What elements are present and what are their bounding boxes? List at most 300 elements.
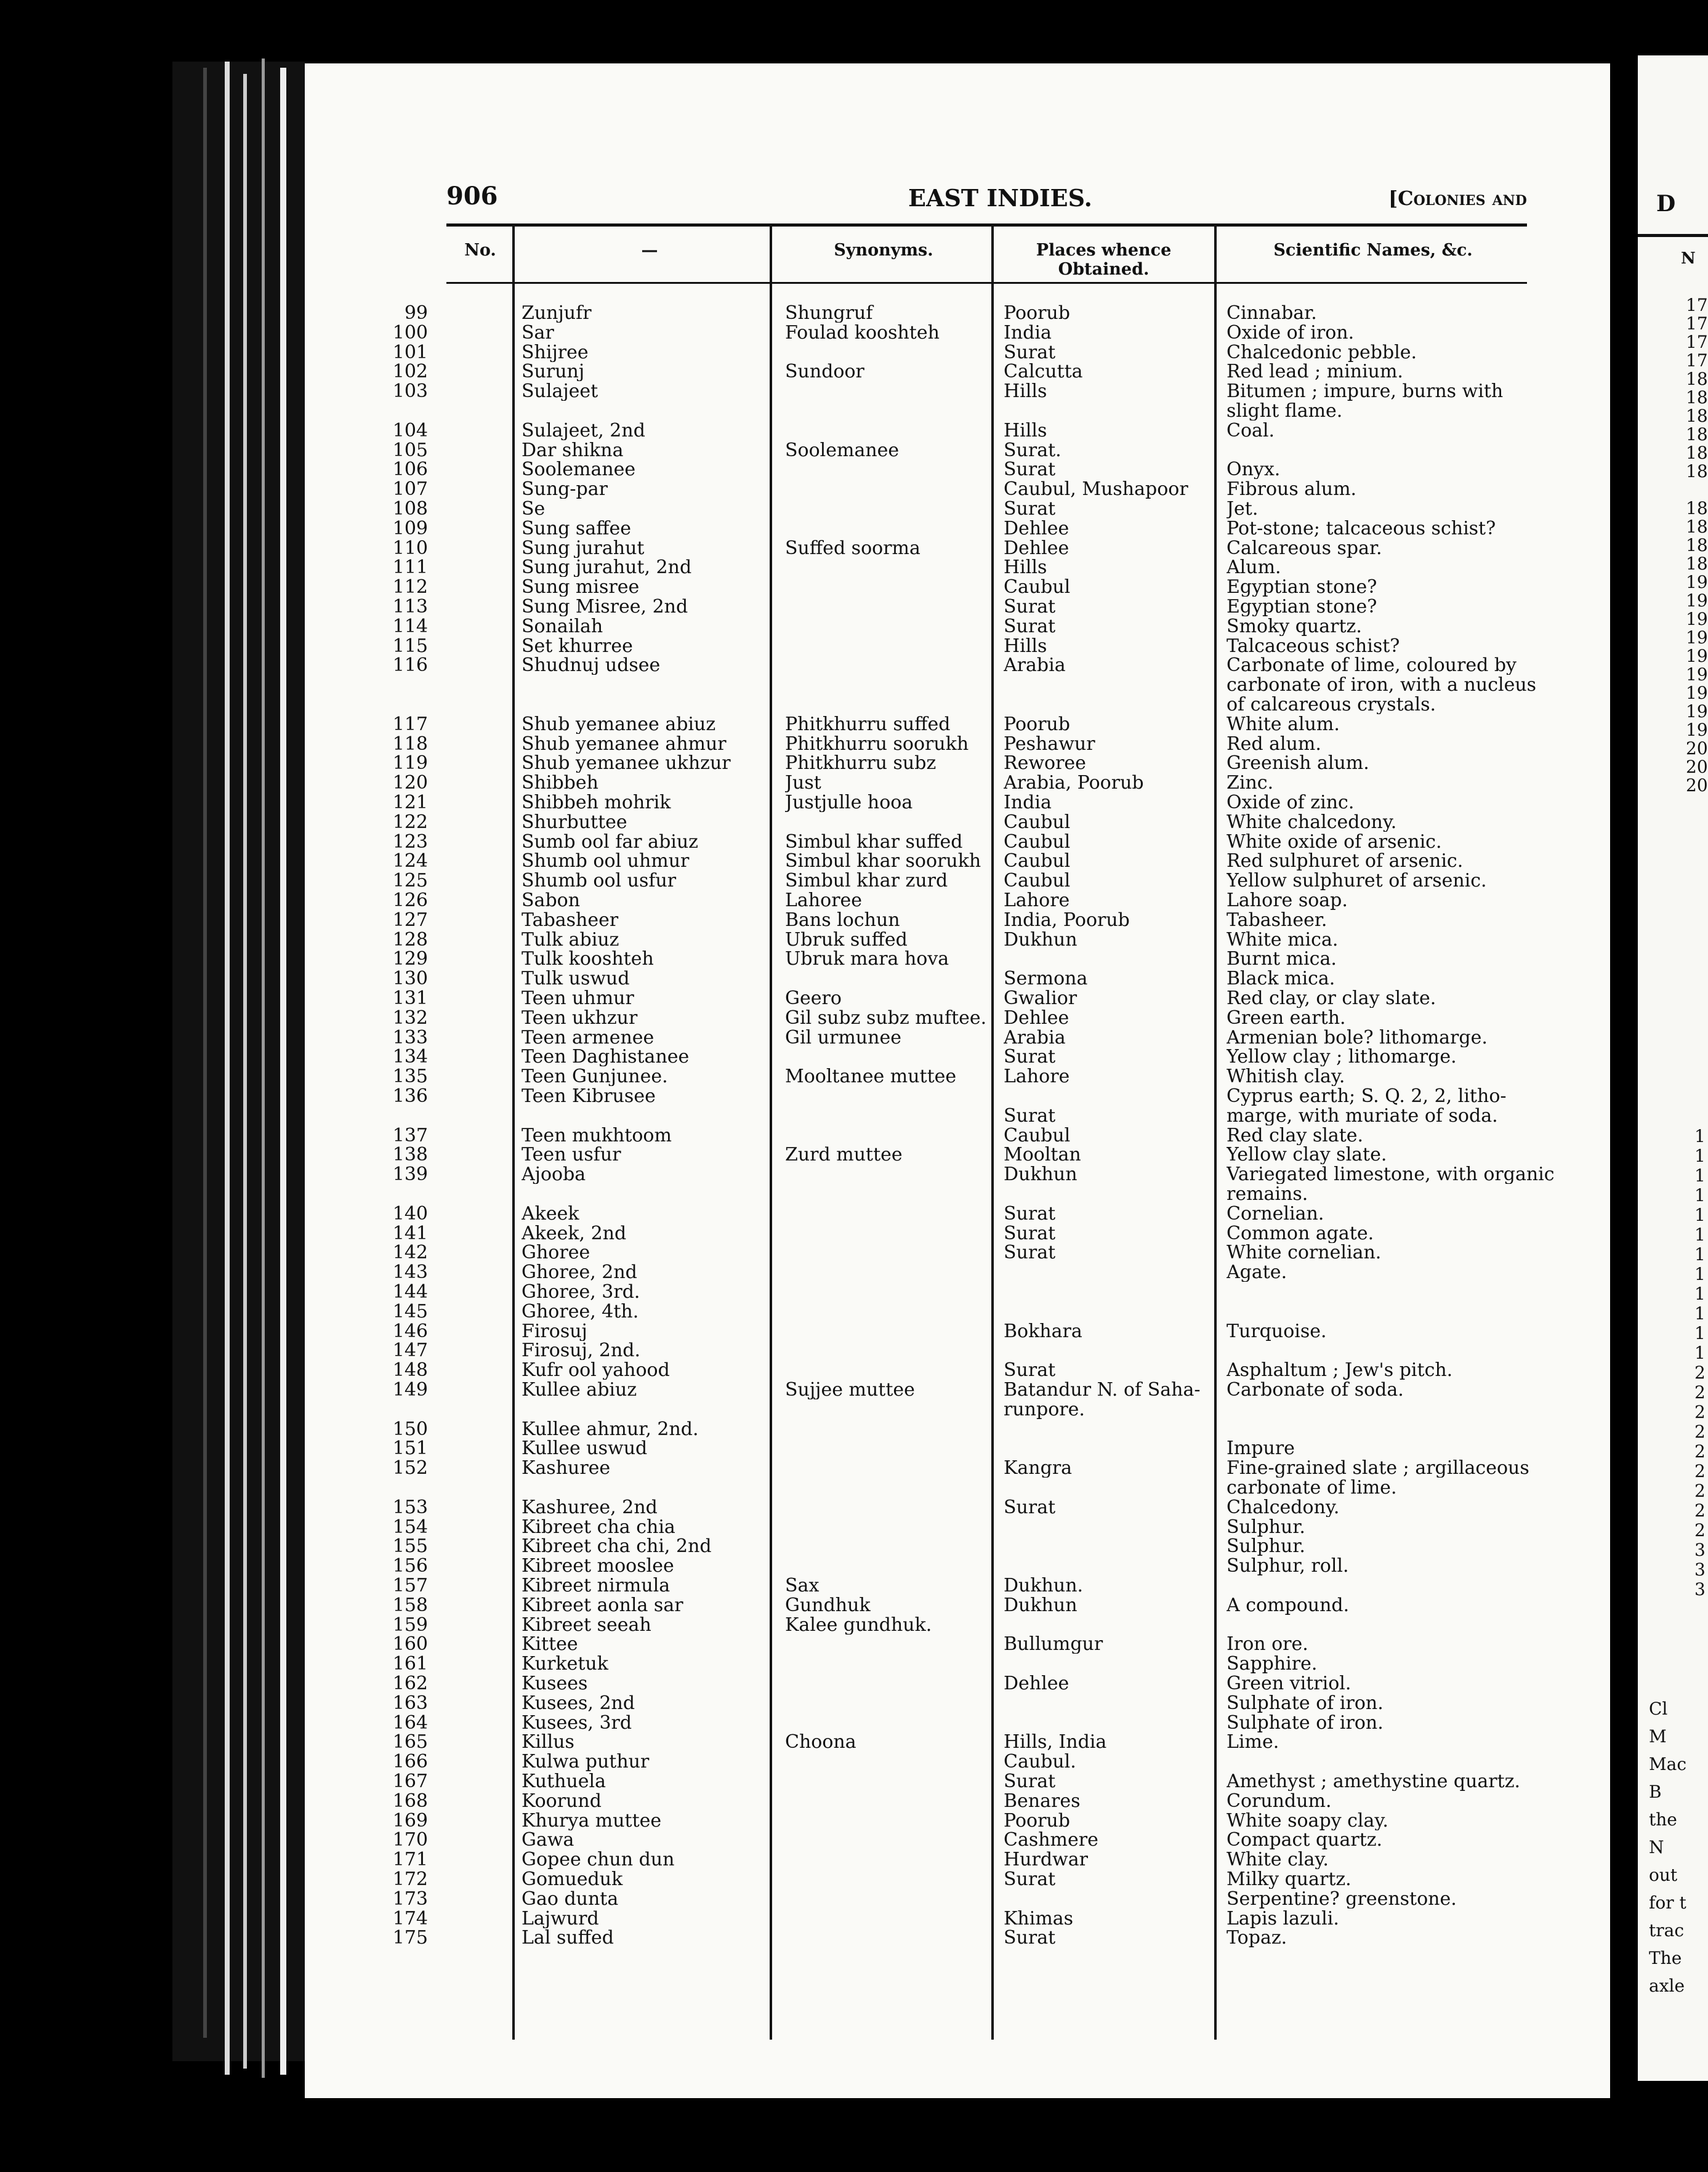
mineral-name: Koorund	[522, 1791, 602, 1811]
place-obtained: Caubul	[1004, 871, 1071, 891]
place-obtained: Sermona	[1004, 969, 1088, 989]
table-row	[305, 1556, 1610, 1575]
row-number: 165	[392, 1732, 428, 1752]
next-page-item: 19	[1686, 590, 1708, 611]
row-number: 154	[392, 1517, 428, 1537]
mineral-name: Shumb ool usfur	[522, 871, 677, 891]
row-number: 103	[392, 382, 428, 401]
row-number: 142	[392, 1243, 428, 1263]
scientific-name: Red alum.	[1227, 734, 1321, 754]
scientific-name: White clay.	[1227, 1850, 1329, 1870]
next-page-item: 1	[1694, 1185, 1706, 1205]
mineral-name: Shub yemanee ahmur	[522, 734, 727, 754]
next-page-item: 2	[1694, 1500, 1706, 1521]
scientific-name: Alum.	[1227, 558, 1281, 577]
table-row	[305, 871, 1610, 890]
row-number: 137	[392, 1125, 428, 1145]
mineral-name: Ghoree, 2nd	[522, 1263, 637, 1282]
row-number: 166	[392, 1752, 428, 1772]
next-page-item: 3	[1694, 1559, 1706, 1580]
mineral-name: Tulk kooshteh	[522, 949, 654, 969]
mineral-name: Set khurree	[522, 636, 633, 656]
mineral-name: Gopee chun dun	[522, 1850, 675, 1870]
place-obtained: Dehlee	[1004, 538, 1070, 558]
table-row	[305, 1498, 1610, 1517]
table-row	[305, 1145, 1610, 1164]
scientific-name: marge, with muriate of soda.	[1227, 1106, 1498, 1125]
next-page-item: 19	[1686, 720, 1708, 740]
table-row	[305, 1674, 1610, 1693]
scientific-name: carbonate of lime.	[1227, 1478, 1397, 1497]
place-obtained: Surat	[1004, 342, 1056, 362]
table-row	[305, 675, 1610, 694]
row-number: 121	[392, 793, 428, 812]
row-number: 145	[392, 1301, 428, 1321]
next-page-item: 2	[1694, 1441, 1706, 1462]
scientific-name: Armenian bole? lithomarge.	[1227, 1028, 1488, 1047]
table-row	[305, 617, 1610, 636]
synonym: Ubruk suffed	[785, 930, 908, 949]
mineral-name: Sulajeet	[522, 382, 598, 401]
place-obtained: Dehlee	[1004, 1674, 1070, 1693]
scientific-name: Serpentine? greenstone.	[1227, 1889, 1457, 1909]
scientific-name: Sulphate of iron.	[1227, 1713, 1384, 1732]
mineral-name: Sulajeet, 2nd	[522, 420, 645, 440]
scientific-name: White oxide of arsenic.	[1227, 832, 1442, 851]
synonym: Bans lochun	[785, 910, 900, 930]
scientific-name: remains.	[1227, 1185, 1308, 1204]
place-obtained: Caubul	[1004, 832, 1071, 851]
row-number: 175	[392, 1928, 428, 1948]
place-obtained: Caubul	[1004, 851, 1071, 871]
place-obtained: Hills	[1004, 558, 1047, 577]
mineral-name: Firosuj, 2nd.	[522, 1341, 641, 1361]
scientific-name: Red clay, or clay slate.	[1227, 989, 1436, 1008]
mineral-name: Sung jurahut, 2nd	[522, 558, 692, 577]
next-page-item: The	[1649, 1948, 1682, 1968]
next-page-item: B	[1649, 1782, 1662, 1802]
place-obtained: Dukhun	[1004, 1595, 1078, 1615]
scientific-name: Common agate.	[1227, 1223, 1374, 1243]
mineral-name: Sung misree	[522, 577, 640, 597]
table-row	[305, 1458, 1610, 1478]
scientific-name: Sulphur, roll.	[1227, 1556, 1349, 1576]
row-number: 132	[392, 1008, 428, 1028]
place-obtained: Caubul	[1004, 577, 1071, 597]
table-row	[305, 382, 1610, 401]
col-header-scientific: Scientific Names, &c.	[1273, 241, 1473, 260]
table-row	[305, 930, 1610, 949]
synonym: Simbul khar suffed	[785, 832, 963, 851]
table-row	[305, 813, 1610, 832]
table-row	[305, 911, 1610, 930]
place-obtained: Bokhara	[1004, 1321, 1082, 1341]
row-number: 168	[392, 1791, 428, 1811]
row-number: 112	[392, 577, 428, 597]
row-number: 173	[392, 1889, 428, 1909]
table-row	[305, 1596, 1610, 1615]
synonym: Mooltanee muttee	[785, 1067, 957, 1087]
mineral-name: Teen mukhtoom	[522, 1125, 672, 1145]
table-row	[305, 421, 1610, 440]
table-row	[305, 1537, 1610, 1556]
col-header-name: —	[641, 241, 658, 260]
mineral-name: Sonailah	[522, 616, 603, 636]
table-row	[305, 1282, 1610, 1301]
place-obtained: Surat	[1004, 597, 1056, 616]
row-number: 135	[392, 1067, 428, 1087]
scientific-name: Burnt mica.	[1227, 949, 1337, 969]
scientific-name: Yellow sulphuret of arsenic.	[1227, 871, 1487, 891]
mineral-name: Tabasheer	[522, 910, 619, 930]
scientific-name: Chalcedony.	[1227, 1497, 1340, 1517]
table-row	[305, 949, 1610, 968]
table-row	[305, 1106, 1610, 1125]
table-row	[305, 1713, 1610, 1732]
table-row	[305, 656, 1610, 675]
mineral-name: Kuthuela	[522, 1772, 606, 1791]
mineral-name: Tulk abiuz	[522, 930, 619, 949]
table-row	[305, 1870, 1610, 1889]
scientific-name: Corundum.	[1227, 1791, 1332, 1811]
mineral-name: Shumb ool uhmur	[522, 851, 690, 871]
next-page-item: 1	[1694, 1303, 1706, 1324]
next-page-rule	[1638, 234, 1708, 237]
synonym: Gundhuk	[785, 1595, 871, 1615]
row-number: 110	[392, 538, 428, 558]
place-obtained: Surat	[1004, 460, 1056, 480]
next-page-item: 1	[1694, 1264, 1706, 1284]
mineral-name: Kusees	[522, 1674, 588, 1693]
scientific-name: Asphaltum ; Jew's pitch.	[1227, 1361, 1453, 1380]
next-page-header: D	[1656, 191, 1676, 217]
mineral-name: Ghoree, 3rd.	[522, 1282, 640, 1301]
scientific-name: White alum.	[1227, 714, 1340, 734]
place-obtained: Surat	[1004, 1243, 1056, 1263]
mineral-name: Lal suffed	[522, 1928, 614, 1948]
table-row	[305, 1772, 1610, 1791]
place-obtained: Lahore	[1004, 1067, 1070, 1087]
row-number: 159	[392, 1615, 428, 1635]
header-rule	[446, 223, 1527, 227]
mineral-name: Khurya muttee	[522, 1811, 662, 1830]
row-number: 118	[392, 734, 428, 754]
row-number: 144	[392, 1282, 428, 1301]
place-obtained: Caubul	[1004, 812, 1071, 832]
place-obtained: Arabia	[1004, 1028, 1066, 1047]
table-row	[305, 1928, 1610, 1947]
synonym: Simbul khar soorukh	[785, 851, 981, 871]
table-row	[305, 1694, 1610, 1713]
next-page-item: 1	[1694, 1205, 1706, 1225]
scientific-name: Turquoise.	[1227, 1321, 1327, 1341]
scientific-name: Topaz.	[1227, 1928, 1287, 1948]
mineral-name: Teen uhmur	[522, 989, 634, 1008]
table-row	[305, 323, 1610, 342]
mineral-name: Soolemanee	[522, 460, 636, 480]
next-page-item: 1	[1694, 1146, 1706, 1166]
row-number: 150	[392, 1419, 428, 1439]
next-page-item: 2	[1694, 1362, 1706, 1383]
place-obtained: Benares	[1004, 1791, 1081, 1811]
mineral-name: Gomueduk	[522, 1870, 623, 1889]
row-number: 117	[392, 714, 428, 734]
table-row	[305, 480, 1610, 499]
place-obtained: Dukhun	[1004, 930, 1078, 949]
table-row	[305, 362, 1610, 381]
mineral-name: Sung jurahut	[522, 538, 645, 558]
table-row	[305, 1341, 1610, 1360]
next-page-item: 18	[1686, 443, 1708, 463]
mineral-name: Shub yemanee abiuz	[522, 714, 716, 734]
scientific-name: Milky quartz.	[1227, 1870, 1351, 1889]
place-obtained: Bullumgur	[1004, 1635, 1103, 1654]
row-number: 128	[392, 930, 428, 949]
next-page-item: 18	[1686, 517, 1708, 537]
next-page-item: 1	[1694, 1225, 1706, 1245]
row-number: 151	[392, 1439, 428, 1458]
col-header-no: No.	[464, 241, 496, 260]
scientific-name: Egyptian stone?	[1227, 577, 1377, 597]
row-number: 167	[392, 1772, 428, 1791]
place-obtained: Dukhun	[1004, 1165, 1078, 1185]
table-row	[305, 558, 1610, 577]
next-page-item: 18	[1686, 498, 1708, 518]
row-number: 147	[392, 1341, 428, 1361]
synonym: Justjulle hooa	[785, 793, 913, 812]
synonym: Ubruk mara hova	[785, 949, 949, 969]
scientific-name: Agate.	[1227, 1263, 1287, 1282]
row-number: 164	[392, 1713, 428, 1732]
place-obtained: Hills	[1004, 420, 1047, 440]
synonym: Geero	[785, 989, 842, 1008]
row-number: 162	[392, 1674, 428, 1693]
table-row	[305, 1654, 1610, 1673]
mineral-name: Akeek	[522, 1204, 579, 1223]
mineral-name: Kullee uswud	[522, 1439, 648, 1458]
place-obtained: Surat	[1004, 1928, 1056, 1948]
synonym: Simbul khar zurd	[785, 871, 948, 891]
table-row	[305, 754, 1610, 773]
scientific-name: Sulphur.	[1227, 1517, 1305, 1537]
table-row	[305, 1615, 1610, 1635]
table-row	[305, 1576, 1610, 1595]
table-row	[305, 1400, 1610, 1419]
place-obtained: Caubul, Mushapoor	[1004, 480, 1188, 499]
row-number: 172	[392, 1870, 428, 1889]
mineral-name: Gao dunta	[522, 1889, 619, 1909]
next-page-item: 17	[1686, 350, 1708, 371]
row-number: 115	[392, 636, 428, 656]
mineral-name: Shurbuttee	[522, 812, 627, 832]
table-row	[305, 637, 1610, 656]
row-number: 131	[392, 989, 428, 1008]
place-obtained: runpore.	[1004, 1399, 1085, 1419]
scientific-name: Greenish alum.	[1227, 754, 1369, 773]
row-number: 138	[392, 1145, 428, 1165]
row-number: 155	[392, 1537, 428, 1556]
table-row	[305, 1732, 1610, 1752]
table-row	[305, 597, 1610, 616]
place-obtained: Surat	[1004, 1361, 1056, 1380]
place-obtained: Surat	[1004, 616, 1056, 636]
table-row	[305, 1909, 1610, 1928]
place-obtained: Surat	[1004, 1106, 1056, 1125]
mineral-name: Shub yemanee ukhzur	[522, 754, 731, 773]
row-number: 126	[392, 891, 428, 910]
table-row	[305, 715, 1610, 734]
place-obtained: Kangra	[1004, 1458, 1073, 1478]
scientific-name: Cyprus earth; S. Q. 2, 2, litho-	[1227, 1087, 1507, 1106]
place-obtained: Hills	[1004, 382, 1047, 401]
scientific-name: carbonate of iron, with a nucleus	[1227, 675, 1537, 695]
place-obtained: India	[1004, 323, 1052, 342]
table-row	[305, 1028, 1610, 1047]
page-number: 906	[446, 182, 498, 211]
table-row	[305, 1380, 1610, 1399]
scientific-name: White soapy clay.	[1227, 1811, 1388, 1830]
mineral-name: Kashuree, 2nd	[522, 1497, 658, 1517]
mineral-name: Sar	[522, 323, 554, 342]
scientific-name: Coal.	[1227, 420, 1275, 440]
next-page-item: the	[1649, 1809, 1677, 1830]
table-row	[305, 1302, 1610, 1321]
scientific-name: A compound.	[1227, 1595, 1350, 1615]
synonym: Phitkhurru suffed	[785, 714, 951, 734]
next-page-item: 1	[1694, 1244, 1706, 1265]
table-row	[305, 1361, 1610, 1380]
table-row	[305, 891, 1610, 910]
place-obtained: Poorub	[1004, 714, 1070, 734]
table-row	[305, 734, 1610, 754]
row-number: 127	[392, 910, 428, 930]
next-page-item: trac	[1649, 1920, 1685, 1941]
table-row	[305, 1067, 1610, 1086]
scientific-name: Carbonate of lime, coloured by	[1227, 656, 1517, 675]
row-number: 114	[392, 616, 428, 636]
scientific-name: slight flame.	[1227, 401, 1343, 420]
mineral-name: Ghoree	[522, 1243, 590, 1263]
mineral-name: Kullee ahmur, 2nd.	[522, 1419, 699, 1439]
place-obtained: Hurdwar	[1004, 1850, 1088, 1870]
place-obtained: Caubul	[1004, 1125, 1071, 1145]
place-obtained: Mooltan	[1004, 1145, 1081, 1165]
scientific-name: Bitumen ; impure, burns with	[1227, 382, 1504, 401]
synonym: Lahoree	[785, 891, 863, 910]
mineral-name: Kusees, 3rd	[522, 1713, 632, 1732]
mineral-name: Sung Misree, 2nd	[522, 597, 688, 616]
table-row	[305, 1126, 1610, 1145]
table-row	[305, 519, 1610, 538]
table-row	[305, 1243, 1610, 1262]
table-row	[305, 539, 1610, 558]
place-obtained: Hills	[1004, 636, 1047, 656]
table-row	[305, 832, 1610, 851]
table-row	[305, 1185, 1610, 1204]
row-number: 170	[392, 1830, 428, 1850]
scientific-name: Yellow clay slate.	[1227, 1145, 1387, 1165]
next-page	[1638, 55, 1708, 2081]
next-page-item: 3	[1694, 1540, 1706, 1560]
scientific-name: Carbonate of soda.	[1227, 1380, 1404, 1399]
scientific-name: White mica.	[1227, 930, 1339, 949]
scientific-name: White cornelian.	[1227, 1243, 1382, 1263]
section-heading: [Colonies and	[1388, 187, 1527, 210]
next-page-item: 17	[1686, 313, 1708, 334]
table-row	[305, 1518, 1610, 1537]
scientific-name: Red clay slate.	[1227, 1125, 1364, 1145]
mineral-name: Killus	[522, 1732, 574, 1752]
next-page-item: 19	[1686, 609, 1708, 629]
mineral-name: Teen Kibrusee	[522, 1087, 656, 1106]
table-row	[305, 1792, 1610, 1811]
mineral-name: Teen Gunjunee.	[522, 1067, 668, 1087]
table-row	[305, 1439, 1610, 1458]
table-row	[305, 1224, 1610, 1243]
table-row	[305, 1850, 1610, 1869]
mineral-name: Kibreet seeah	[522, 1615, 651, 1635]
place-obtained: Khimas	[1004, 1909, 1074, 1928]
next-page-item: 18	[1686, 535, 1708, 555]
next-page-item: 1	[1694, 1284, 1706, 1304]
row-number: 133	[392, 1028, 428, 1047]
scientific-name: White chalcedony.	[1227, 812, 1397, 832]
place-obtained: Caubul.	[1004, 1752, 1076, 1772]
table-row	[305, 1811, 1610, 1830]
scientific-name: Oxide of zinc.	[1227, 793, 1355, 812]
mineral-name: Shibbeh	[522, 773, 598, 793]
mineral-name: Kibreet mooslee	[522, 1556, 674, 1576]
next-page-item: axle	[1649, 1976, 1685, 1996]
row-number: 116	[392, 656, 428, 675]
table-row	[305, 793, 1610, 812]
mineral-name: Kibreet nirmula	[522, 1576, 671, 1595]
scientific-name: Fine-grained slate ; argillaceous	[1227, 1458, 1529, 1478]
place-obtained: Surat	[1004, 1772, 1056, 1791]
row-number: 143	[392, 1263, 428, 1282]
row-number: 108	[392, 499, 428, 518]
book-page	[305, 63, 1610, 2098]
mineral-name: Ghoree, 4th.	[522, 1301, 639, 1321]
table-row	[305, 1165, 1610, 1184]
place-obtained: Surat	[1004, 499, 1056, 518]
scientific-name: Lahore soap.	[1227, 891, 1348, 910]
mineral-name: Kibreet cha chia	[522, 1517, 675, 1537]
row-number: 104	[392, 420, 428, 440]
table-row	[305, 1047, 1610, 1066]
next-page-item: 17	[1686, 332, 1708, 352]
scientific-name: Sapphire.	[1227, 1654, 1318, 1674]
mineral-name: Teen usfur	[522, 1145, 621, 1165]
place-obtained: Calcutta	[1004, 362, 1083, 382]
mineral-name: Sumb ool far abiuz	[522, 832, 698, 851]
mineral-name: Surunj	[522, 362, 585, 382]
table-row	[305, 343, 1610, 362]
row-number: 134	[392, 1047, 428, 1067]
row-number: 169	[392, 1811, 428, 1830]
synonym: Sundoor	[785, 362, 864, 382]
table-row	[305, 577, 1610, 597]
next-page-item: 18	[1686, 553, 1708, 574]
table-row	[305, 1635, 1610, 1654]
next-page-item: 2	[1694, 1402, 1706, 1422]
place-obtained: Surat	[1004, 1870, 1056, 1889]
mineral-name: Kibreet aonla sar	[522, 1595, 683, 1615]
place-obtained: Poorub	[1004, 1811, 1070, 1830]
next-page-item: 2	[1694, 1382, 1706, 1402]
scientific-name: Tabasheer.	[1227, 910, 1327, 930]
row-number: 149	[392, 1380, 428, 1399]
